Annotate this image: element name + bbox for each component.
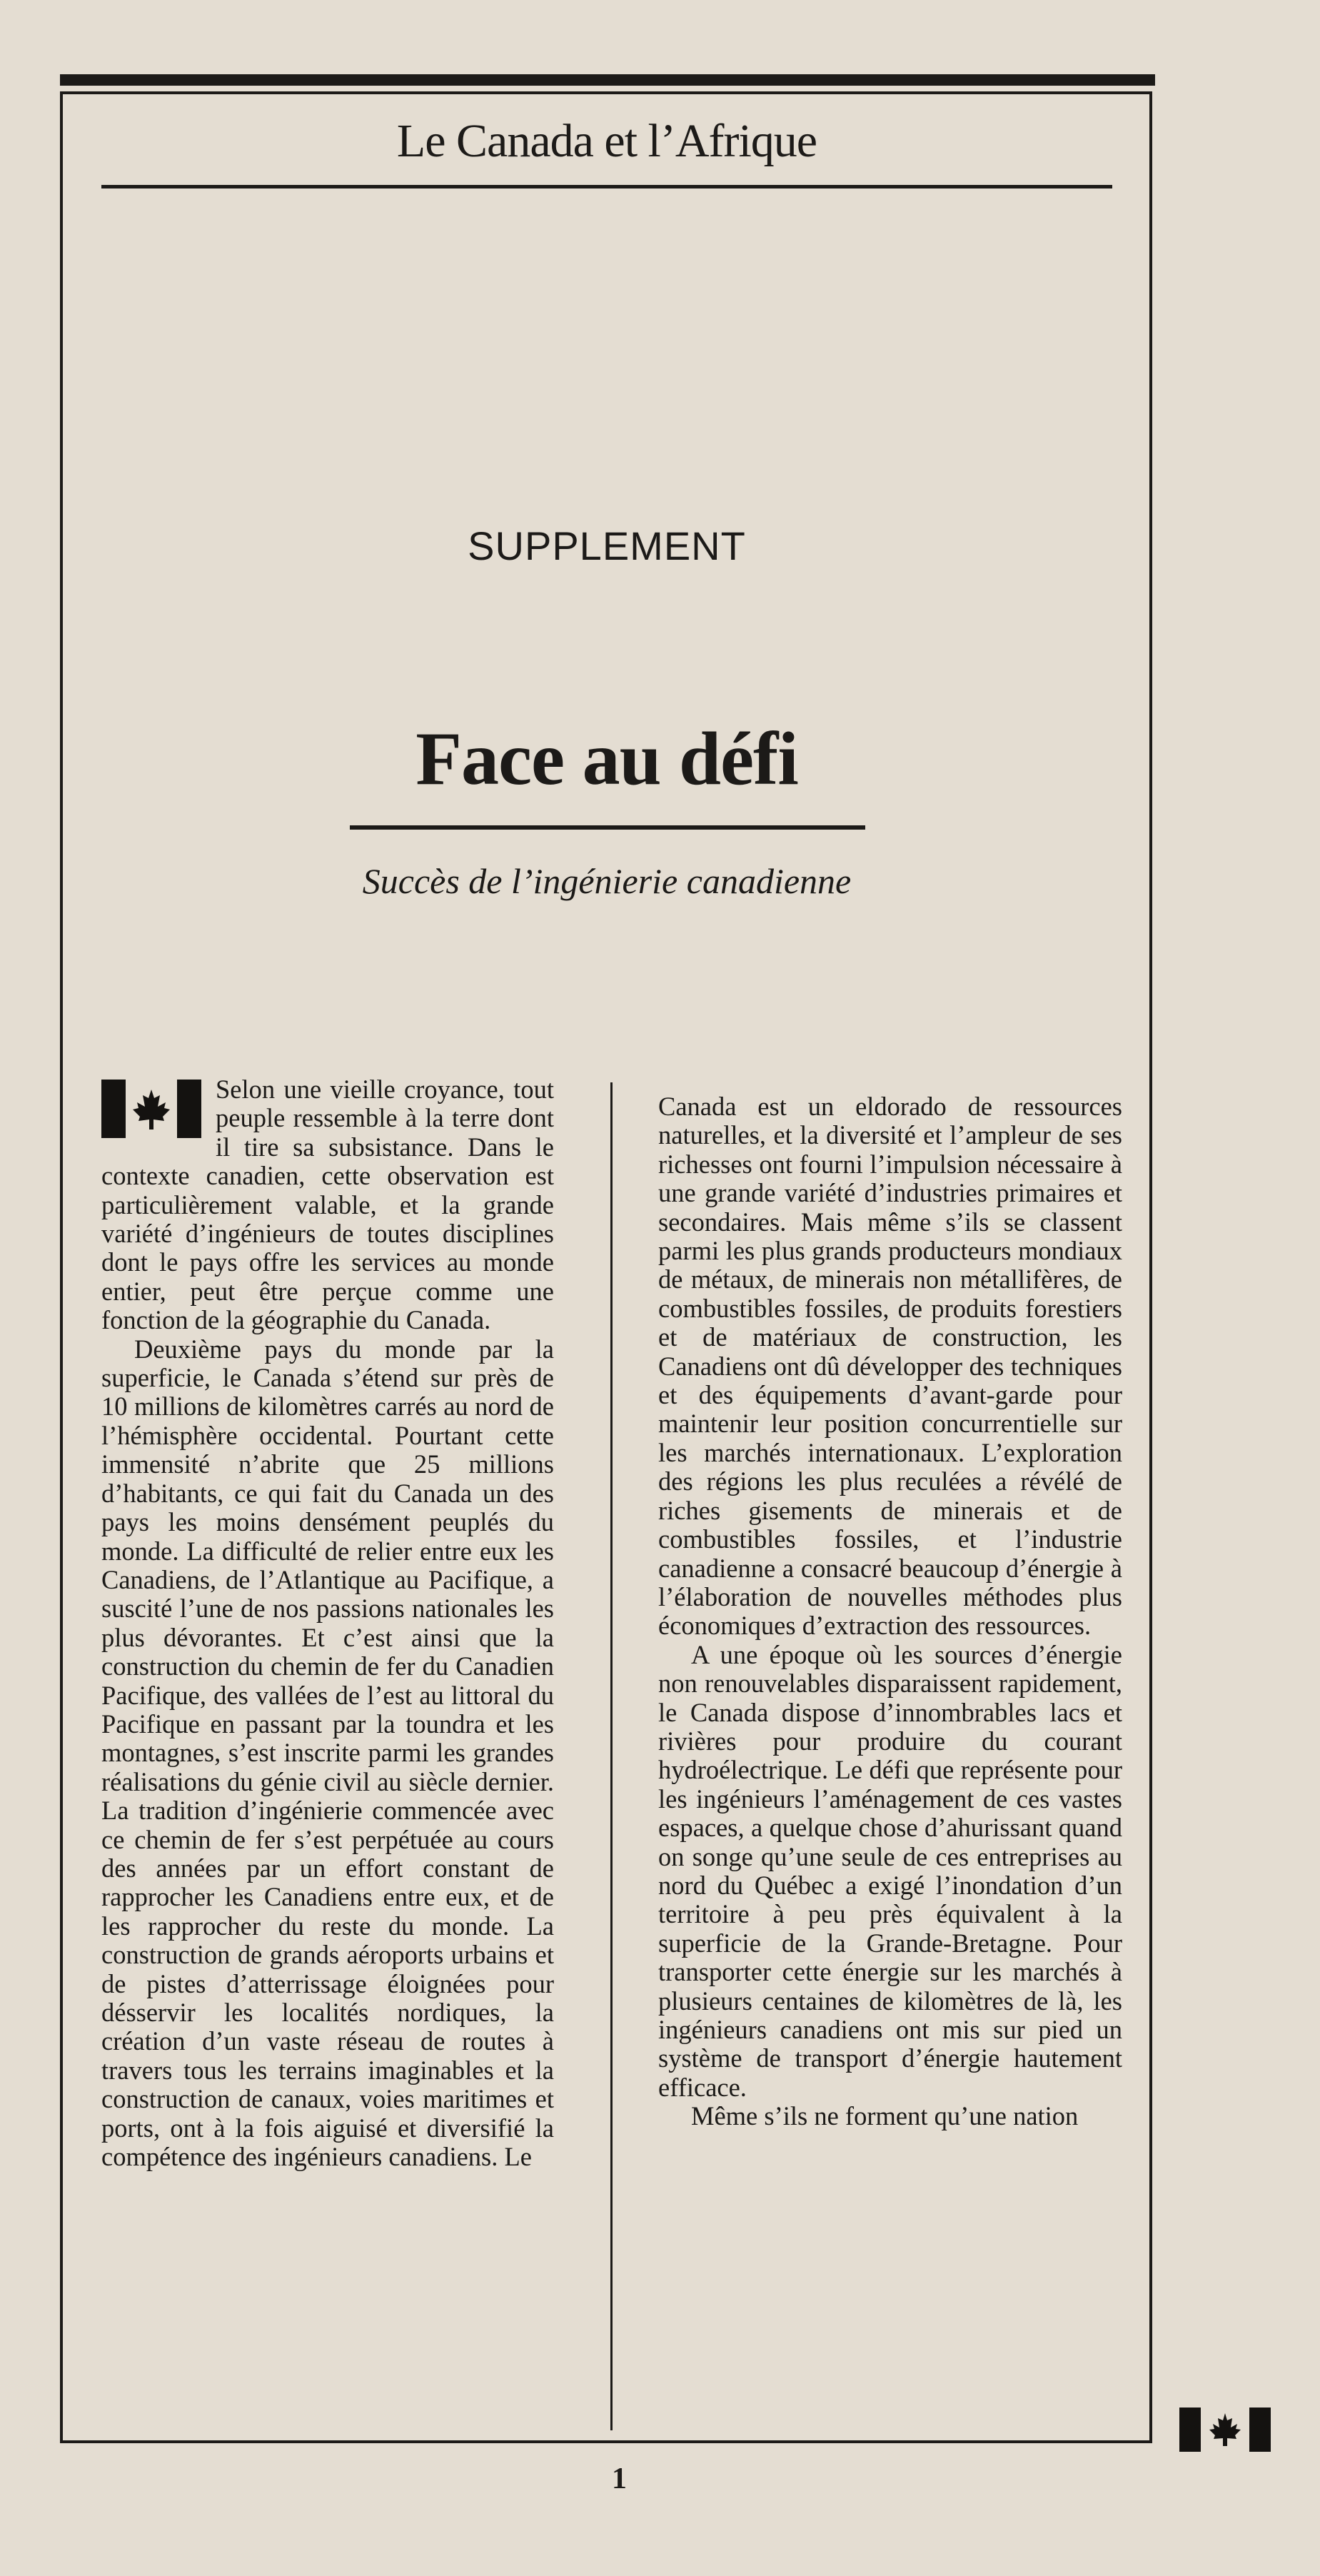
masthead-title: Le Canada et l’Afrique — [396, 115, 817, 167]
column-divider — [610, 1082, 613, 2430]
article-headline: Face au défi — [415, 717, 798, 800]
column-2-paragraph-1: Canada est un eldorado de ressources naturelles, et la diversité et l’ampleur de ses richesses ont fourni l’impulsion nécessaire à une grande variété d’industries primaires et secondaires. Mais même s’ils se classent parmi les plus grands producteurs mondiaux de métaux, de minerais non métallifères, de combustibles fossiles, de produits forestiers et de matériaux de construction, les Canadiens ont dû développer des techniques et des équipements d’avant-garde pour maintenir leur position concurrentielle sur les marchés internationaux. L’exploration des régions les plus reculées a révélé de riches gisements de minerais et de combustibles fossiles, et l’industrie canadienne a consacré beaucoup d’énergie à l’élaboration de nouvelles méthodes plus économiques d’extraction des ressources. — [658, 1092, 1122, 1641]
headline-rule — [350, 825, 865, 830]
supplement-label: SUPPLEMENT — [468, 523, 746, 568]
masthead-rule — [101, 185, 1112, 188]
top-rule — [60, 74, 1155, 86]
column-2-paragraph-3: Même s’ils ne forment qu’une nation — [691, 2101, 1079, 2131]
column-1-paragraph-2: Deuxième pays du monde par la superficie, le Canada s’étend sur près de 10 millions de kilomètres carrés au nord de l’hémisphère occidental. Pourtant cette immensité n’abrite que 25 millions d’habitants, ce qui fait du Canada un des pays les moins densément peuplés du monde. La difficulté de relier entre eux les Canadiens, de l’Atlantique au Pacifique, a suscité l’une de nos passions nationales les plus dévorantes. Et c’est ainsi que la construction du chemin de fer du Canadien Pacifique, des vallées de l’est au littoral du Pacifique en passant par la toundra et les montagnes, s’est inscrite parmi les grandes réalisations du génie civil au siècle dernier. La tradition d’ingénierie commencée avec ce chemin de fer s’est perpétuée au cours des années par un effort constant de rapprocher les Canadiens entre eux, et de les rapprocher du reste du monde. La construction de grands aéroports urbains et de pistes d’atterrissage éloignées pour désservir les localités nordiques, la création d’un vaste réseau de routes à travers tous les terrains imaginables et la construction de canaux, voies maritimes et ports, ont à la fois aiguisé et diversifié la compétence des ingénieurs canadiens. Le — [101, 1334, 554, 2172]
article-column-1 — [101, 1075, 554, 2171]
column-1-paragraph-1: Selon une vieille croyance, tout peuple ressemble à la terre dont il tire sa subsistance. Dans le contexte canadien, cette observation est particulièrement valable, et la grande variété d’ingénieurs de toutes disciplines dont le pays offre les services au monde entier, peut être perçue comme une fonction de la géographie du Canada. — [101, 1075, 554, 1335]
article-subheadline: Succès de l’ingénierie canadienne — [362, 861, 852, 901]
canadian-flag-icon — [101, 1080, 201, 1138]
canadian-flag-icon — [1179, 2408, 1271, 2452]
page-number: 1 — [612, 2462, 627, 2495]
article-column-2 — [658, 1092, 1122, 2131]
column-2-paragraph-2: A une époque où les sources d’énergie non renouvelables disparaissent rapidement, le Canada dispose d’innombrables lacs et rivières pour produire du courant hydroélectrique. Le défi que représente pour les ingénieurs l’aménagement de ces vastes espaces, a quelque chose d’ahurissant quand on songe qu’une seule de ces entreprises au nord du Québec a exigé l’inondation d’un territoire à peu près équivalent à la superficie de la Grande-Bretagne. Pour transporter cette énergie sur les marchés à plusieurs centaines de kilomètres de là, les ingénieurs canadiens ont mis sur pied un système de transport d’énergie hautement efficace. — [658, 1639, 1122, 2102]
